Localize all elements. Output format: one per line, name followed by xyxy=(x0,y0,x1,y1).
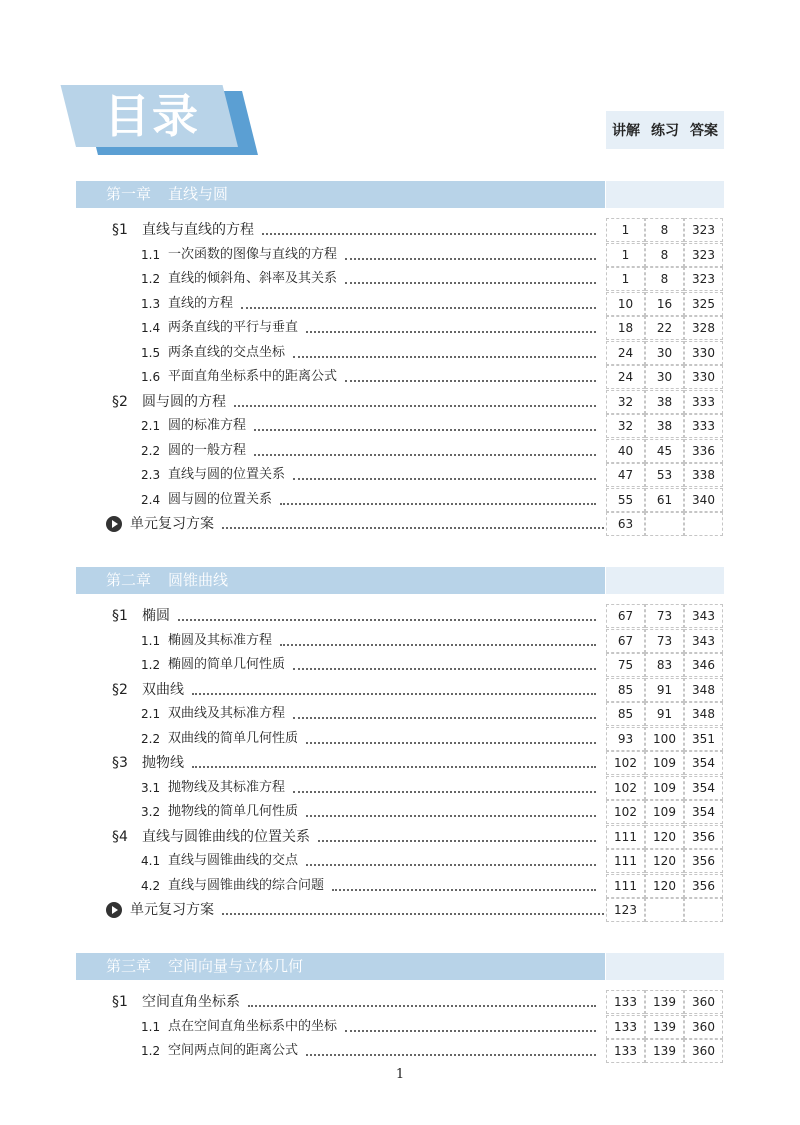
entry-number: 1.1 xyxy=(141,633,161,648)
entry-title: 直线的倾斜角、斜率及其关系 xyxy=(168,271,338,286)
entry-title: 抛物线及其标准方程 xyxy=(168,779,286,795)
exercise-page-cell: 109 xyxy=(645,751,684,775)
entry-title: 圆的一般方程 xyxy=(168,442,247,458)
dot-leader xyxy=(241,307,596,309)
lecture-page-cell: 111 xyxy=(606,874,645,898)
play-circle-icon xyxy=(106,516,122,532)
dot-leader xyxy=(345,258,596,260)
exercise-page-cell: 91 xyxy=(645,702,684,726)
lecture-page-cell: 102 xyxy=(606,800,645,824)
answer-page-cell: 360 xyxy=(684,1015,723,1039)
subsection-entry[interactable] xyxy=(100,488,724,512)
chapter-title: 直线与圆 xyxy=(168,185,229,203)
column-header-answer: 答案 xyxy=(684,111,724,149)
subsection-entry[interactable] xyxy=(100,463,724,487)
review-entry[interactable] xyxy=(100,898,724,922)
dot-leader xyxy=(306,815,596,817)
section-entry[interactable] xyxy=(100,825,724,849)
exercise-page-cell: 139 xyxy=(645,1039,684,1063)
answer-page-cell: 354 xyxy=(684,776,723,800)
dot-leader xyxy=(293,791,596,793)
answer-page-cell: 348 xyxy=(684,678,723,702)
lecture-page-cell: 67 xyxy=(606,604,645,628)
subsection-entry[interactable] xyxy=(100,365,724,389)
subsection-entry[interactable] xyxy=(100,1039,724,1063)
entry-title: 一次函数的图像与直线的方程 xyxy=(168,246,338,262)
chapter-header-3 xyxy=(76,953,724,980)
entry-number: 1.2 xyxy=(141,272,161,286)
entry-title: 直线与圆锥曲线的位置关系 xyxy=(142,828,310,845)
lecture-page-cell: 102 xyxy=(606,751,645,775)
entry-title: 直线与圆的位置关系 xyxy=(168,467,286,482)
exercise-page-cell: 38 xyxy=(645,390,684,414)
dot-leader xyxy=(248,1005,596,1007)
entry-number: 1.2 xyxy=(141,1044,161,1058)
answer-page-cell: 360 xyxy=(684,1039,723,1063)
answer-page-cell: 354 xyxy=(684,751,723,775)
dot-leader xyxy=(306,1054,596,1056)
exercise-page-cell: 8 xyxy=(645,267,684,291)
toc-title-block xyxy=(76,85,256,155)
entry-number: 3.2 xyxy=(141,805,161,819)
entry-number: 2.2 xyxy=(141,443,161,458)
entry-number: 1.3 xyxy=(141,296,161,311)
lecture-page-cell: 1 xyxy=(606,243,645,267)
entry-number: 4.2 xyxy=(141,878,161,893)
entry-title: 椭圆的简单几何性质 xyxy=(168,657,286,672)
entry-title: 直线与圆锥曲线的交点 xyxy=(168,853,299,868)
lecture-page-cell: 63 xyxy=(606,512,645,536)
dot-leader xyxy=(254,454,596,456)
entry-title: 点在空间直角坐标系中的坐标 xyxy=(168,1018,338,1034)
entry-title: 双曲线 xyxy=(142,681,184,698)
lecture-page-cell: 10 xyxy=(606,292,645,316)
entry-number: 2.2 xyxy=(141,731,161,746)
entry-number: 1.5 xyxy=(141,345,161,360)
dot-leader xyxy=(178,619,596,621)
exercise-page-cell: 120 xyxy=(645,849,684,873)
lecture-page-cell: 111 xyxy=(606,849,645,873)
entry-number: §1 xyxy=(112,608,128,624)
answer-page-cell: 343 xyxy=(684,604,723,628)
chapter-band xyxy=(76,567,605,594)
entry-title: 单元复习方案 xyxy=(130,516,214,532)
answer-page-cell: 356 xyxy=(684,874,723,898)
entry-number: 2.4 xyxy=(141,492,161,507)
section-entry[interactable] xyxy=(100,218,724,242)
lecture-page-cell: 67 xyxy=(606,629,645,653)
entry-number: 1.6 xyxy=(141,370,161,384)
answer-page-cell: 325 xyxy=(684,292,723,316)
answer-page-cell: 346 xyxy=(684,653,723,677)
dot-leader xyxy=(345,282,596,284)
exercise-page-cell: 83 xyxy=(645,653,684,677)
exercise-page-cell: 61 xyxy=(645,488,684,512)
exercise-page-cell xyxy=(645,898,684,922)
entry-number: 2.1 xyxy=(141,419,161,433)
entry-number: 1.2 xyxy=(141,658,161,672)
exercise-page-cell: 30 xyxy=(645,341,684,365)
lecture-page-cell: 133 xyxy=(606,990,645,1014)
dot-leader xyxy=(332,889,596,891)
subsection-entry[interactable] xyxy=(100,439,724,463)
lecture-page-cell: 40 xyxy=(606,439,645,463)
lecture-page-cell: 32 xyxy=(606,390,645,414)
exercise-page-cell: 120 xyxy=(645,874,684,898)
subsection-entry[interactable] xyxy=(100,849,724,873)
entry-title: 圆的标准方程 xyxy=(168,418,247,433)
exercise-page-cell: 100 xyxy=(645,727,684,751)
exercise-page-cell: 8 xyxy=(645,243,684,267)
answer-page-cell: 333 xyxy=(684,414,723,438)
entry-title: 直线与圆锥曲线的综合问题 xyxy=(168,877,325,893)
exercise-page-cell: 53 xyxy=(645,463,684,487)
answer-page-cell: 343 xyxy=(684,629,723,653)
exercise-page-cell: 120 xyxy=(645,825,684,849)
lecture-page-cell: 85 xyxy=(606,702,645,726)
entry-title: 椭圆及其标准方程 xyxy=(168,632,273,648)
dot-leader xyxy=(318,840,596,842)
chapter-title: 圆锥曲线 xyxy=(168,571,229,589)
answer-page-cell xyxy=(684,898,723,922)
chapter-band-right xyxy=(606,953,724,980)
entry-title: 单元复习方案 xyxy=(130,902,214,918)
subsection-entry[interactable] xyxy=(100,653,724,677)
page-number: 1 xyxy=(395,1067,405,1082)
lecture-page-cell: 32 xyxy=(606,414,645,438)
subsection-entry[interactable] xyxy=(100,243,724,267)
entry-number: 2.3 xyxy=(141,468,161,482)
section-entry[interactable] xyxy=(100,990,724,1014)
dot-leader xyxy=(293,478,596,480)
dot-leader xyxy=(262,233,596,235)
chapter-header-2 xyxy=(76,567,724,594)
subsection-entry[interactable] xyxy=(100,629,724,653)
lecture-page-cell: 18 xyxy=(606,316,645,340)
dot-leader xyxy=(222,913,604,915)
entry-number: §1 xyxy=(112,994,128,1010)
exercise-page-cell: 8 xyxy=(645,218,684,242)
answer-page-cell: 333 xyxy=(684,390,723,414)
entry-number: §2 xyxy=(112,393,128,410)
dot-leader xyxy=(293,668,596,670)
answer-page-cell: 328 xyxy=(684,316,723,340)
entry-title: 双曲线的简单几何性质 xyxy=(168,730,299,746)
exercise-page-cell: 139 xyxy=(645,1015,684,1039)
exercise-page-cell xyxy=(645,512,684,536)
entry-number: 1.4 xyxy=(141,321,161,335)
column-header-lecture: 讲解 xyxy=(606,111,646,149)
section-entry[interactable] xyxy=(100,390,724,414)
dot-leader xyxy=(234,405,596,407)
entry-title: 圆与圆的方程 xyxy=(142,393,226,410)
column-header-exercise: 练习 xyxy=(645,111,685,149)
entry-number: 1.1 xyxy=(141,1019,161,1034)
lecture-page-cell: 24 xyxy=(606,365,645,389)
lecture-page-cell: 102 xyxy=(606,776,645,800)
dot-leader xyxy=(192,693,596,695)
entry-number: 3.1 xyxy=(141,780,161,795)
answer-page-cell: 338 xyxy=(684,463,723,487)
section-entry[interactable] xyxy=(100,604,724,628)
play-circle-icon xyxy=(106,902,122,918)
exercise-page-cell: 139 xyxy=(645,990,684,1014)
subsection-entry[interactable] xyxy=(100,341,724,365)
lecture-page-cell: 75 xyxy=(606,653,645,677)
answer-page-cell: 340 xyxy=(684,488,723,512)
exercise-page-cell: 91 xyxy=(645,678,684,702)
chapter-header-1 xyxy=(76,181,724,208)
lecture-page-cell: 47 xyxy=(606,463,645,487)
lecture-page-cell: 133 xyxy=(606,1039,645,1063)
entry-title: 抛物线 xyxy=(142,755,184,771)
subsection-entry[interactable] xyxy=(100,874,724,898)
chapter-band xyxy=(76,181,605,208)
chapter-band-right xyxy=(606,567,724,594)
dot-leader xyxy=(192,766,596,768)
entry-title: 两条直线的交点坐标 xyxy=(168,344,286,360)
subsection-entry[interactable] xyxy=(100,1015,724,1039)
lecture-page-cell: 93 xyxy=(606,727,645,751)
dot-leader xyxy=(280,644,596,646)
chapter-band-right xyxy=(606,181,724,208)
lecture-page-cell: 123 xyxy=(606,898,645,922)
subsection-entry[interactable] xyxy=(100,267,724,291)
dot-leader xyxy=(345,380,596,382)
exercise-page-cell: 22 xyxy=(645,316,684,340)
entry-title: 双曲线及其标准方程 xyxy=(168,706,286,721)
entry-title: 圆与圆的位置关系 xyxy=(168,491,273,507)
lecture-page-cell: 1 xyxy=(606,218,645,242)
answer-page-cell xyxy=(684,512,723,536)
dot-leader xyxy=(293,717,596,719)
dot-leader xyxy=(293,356,596,358)
entry-number: §3 xyxy=(112,755,128,771)
dot-leader xyxy=(254,429,596,431)
entry-number: 2.1 xyxy=(141,707,161,721)
page-title: 目录 xyxy=(104,89,200,143)
lecture-page-cell: 24 xyxy=(606,341,645,365)
entry-number: §2 xyxy=(112,681,128,698)
subsection-entry[interactable] xyxy=(100,776,724,800)
subsection-entry[interactable] xyxy=(100,414,724,438)
entry-title: 直线的方程 xyxy=(168,295,234,311)
entry-title: 抛物线的简单几何性质 xyxy=(168,804,299,819)
dot-leader xyxy=(306,742,596,744)
exercise-page-cell: 16 xyxy=(645,292,684,316)
entry-number: 1.1 xyxy=(141,247,161,262)
answer-page-cell: 360 xyxy=(684,990,723,1014)
lecture-page-cell: 111 xyxy=(606,825,645,849)
entry-number: §1 xyxy=(112,222,128,238)
answer-page-cell: 356 xyxy=(684,825,723,849)
dot-leader xyxy=(306,331,596,333)
subsection-entry[interactable] xyxy=(100,800,724,824)
answer-page-cell: 330 xyxy=(684,365,723,389)
exercise-page-cell: 45 xyxy=(645,439,684,463)
lecture-page-cell: 133 xyxy=(606,1015,645,1039)
chapter-band xyxy=(76,953,605,980)
entry-title: 空间两点间的距离公式 xyxy=(168,1043,299,1058)
entry-title: 直线与直线的方程 xyxy=(142,222,254,238)
entry-number: 4.1 xyxy=(141,854,161,868)
section-entry[interactable] xyxy=(100,751,724,775)
entry-number: §4 xyxy=(112,828,128,845)
subsection-entry[interactable] xyxy=(100,727,724,751)
answer-page-cell: 323 xyxy=(684,267,723,291)
lecture-page-cell: 55 xyxy=(606,488,645,512)
answer-page-cell: 351 xyxy=(684,727,723,751)
exercise-page-cell: 109 xyxy=(645,776,684,800)
answer-page-cell: 323 xyxy=(684,243,723,267)
exercise-page-cell: 30 xyxy=(645,365,684,389)
answer-page-cell: 336 xyxy=(684,439,723,463)
entry-title: 椭圆 xyxy=(142,608,170,624)
entry-title: 空间直角坐标系 xyxy=(142,994,240,1010)
dot-leader xyxy=(280,503,596,505)
chapter-label: 第一章 xyxy=(106,185,152,203)
entry-title: 平面直角坐标系中的距离公式 xyxy=(168,369,338,384)
subsection-entry[interactable] xyxy=(100,316,724,340)
answer-page-cell: 356 xyxy=(684,849,723,873)
exercise-page-cell: 73 xyxy=(645,629,684,653)
exercise-page-cell: 109 xyxy=(645,800,684,824)
answer-page-cell: 330 xyxy=(684,341,723,365)
exercise-page-cell: 38 xyxy=(645,414,684,438)
chapter-title: 空间向量与立体几何 xyxy=(168,957,304,975)
subsection-entry[interactable] xyxy=(100,702,724,726)
dot-leader xyxy=(222,527,604,529)
answer-page-cell: 354 xyxy=(684,800,723,824)
lecture-page-cell: 1 xyxy=(606,267,645,291)
answer-page-cell: 323 xyxy=(684,218,723,242)
chapter-label: 第二章 xyxy=(106,571,152,589)
entry-title: 两条直线的平行与垂直 xyxy=(168,320,299,335)
answer-page-cell: 348 xyxy=(684,702,723,726)
review-entry[interactable] xyxy=(100,512,724,536)
chapter-label: 第三章 xyxy=(106,957,152,975)
section-entry[interactable] xyxy=(100,678,724,702)
exercise-page-cell: 73 xyxy=(645,604,684,628)
dot-leader xyxy=(306,864,596,866)
lecture-page-cell: 85 xyxy=(606,678,645,702)
subsection-entry[interactable] xyxy=(100,292,724,316)
dot-leader xyxy=(345,1030,596,1032)
